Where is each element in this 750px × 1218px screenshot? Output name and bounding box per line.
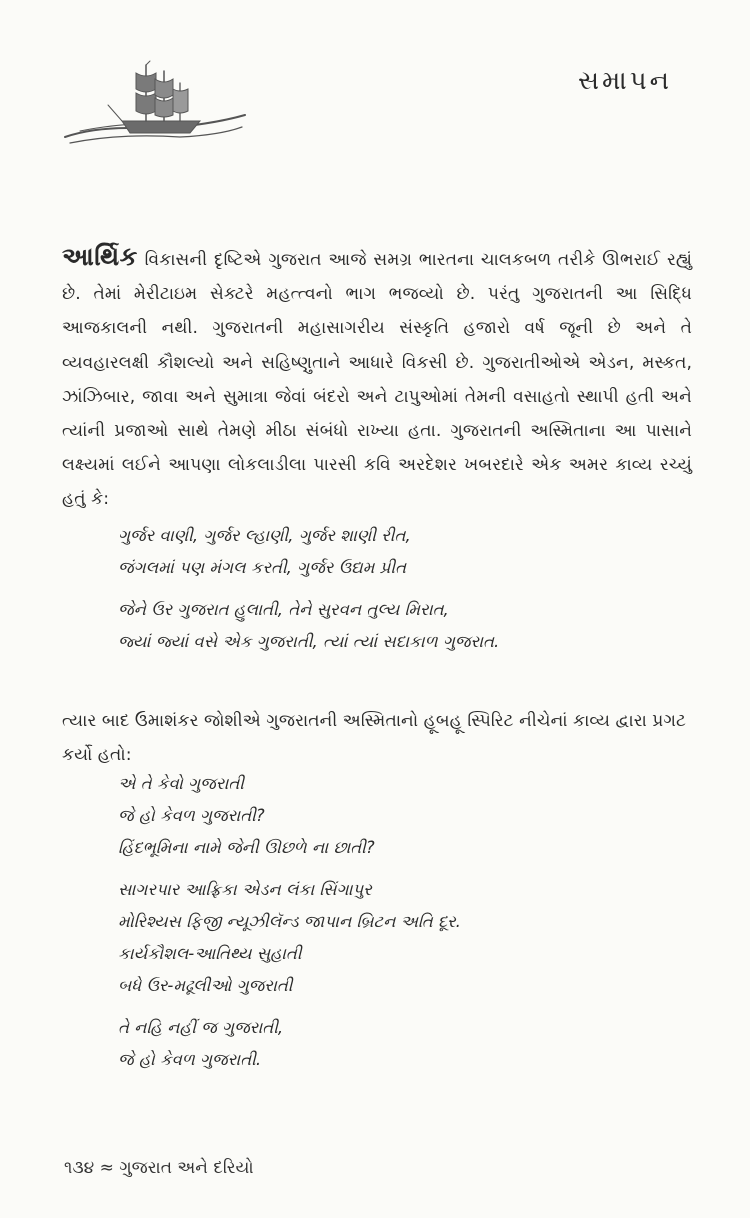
poem-khabardar bbox=[118, 520, 678, 668]
poem-stanza bbox=[118, 874, 678, 1002]
drop-word: આર્થિક bbox=[62, 242, 138, 271]
page-footer: ૧૩૪ ≈ ગુજરાત અને દરિયો bbox=[64, 1158, 254, 1178]
sailing-ship-icon bbox=[60, 55, 250, 150]
poem-line: સાગરપાર આફ્રિકા એડન લંકા સિંગાપુર bbox=[118, 880, 372, 899]
poem-stanza bbox=[118, 768, 678, 864]
poem-line: તે નહિ નહીં જ ગુજરાતી, bbox=[118, 1018, 284, 1037]
poem-line: મોરિશ્યસ ફિજી ન્યૂઝીલૅન્ડ જાપાન બ્રિટન અતિ દૂર. bbox=[118, 912, 461, 931]
poem-line: જે હો કેવળ ગુજરાતી. bbox=[118, 1050, 262, 1069]
section-title: સમાપન bbox=[577, 66, 672, 96]
paragraph-intro bbox=[62, 240, 692, 517]
poem-line: જંગલમાં પણ મંગલ કરતી, ગુર્જર ઉદ્યમ પ્રીત bbox=[118, 558, 407, 577]
paragraph-umashankar: ત્યાર બાદ ઉમાશંકર જોશીએ ગુજરાતની અસ્મિતાનો હૂબહૂ સ્પિરિટ નીચેનાં કાવ્ય દ્વારા પ્રગટ કર્યો હતો: bbox=[62, 711, 686, 765]
paragraph-text: વિકાસની દૃષ્ટિએ ગુજરાત આજે સમગ્ર ભારતના ચાલકબળ તરીકે ઊભરાઈ રહ્યું છે. તેમાં મેરીટાઇમ સેક્ટરે મહત્ત્વનો ભાગ ભજવ્યો છે. પરંતુ ગુજરાતની આ સિદ્ધિ આજકાલની નથી. ગુજરાતની મહાસાગરીય સંસ્કૃતિ હજારો વર્ષ જૂની છે અને તે વ્યવહારલક્ષી કૌશલ્યો અને સહિષ્ણુતાને આધારે વિકસી છે. ગુજરાતીઓએ એડન, મસ્કત, ઝાંઝિબાર, જાવા અને સુમાત્રા જેવાં બંદરો અને ટાપુઓમાં તેમની વસાહતો સ્થાપી હતી અને ત્યાંની પ્રજાઓ સાથે તેમણે મીઠા સંબંધો રાખ્યા હતા. ગુજરાતની અસ્મિતાના આ પાસાને લક્ષ્યમાં લઈને આપણા લોકલાડીલા પારસી કવિ અરદેશર ખબરદારે એક અમર કાવ્ય રચ્યું હતું કે: bbox=[62, 250, 692, 510]
poem-umashankar bbox=[118, 768, 678, 1086]
poem-stanza bbox=[118, 520, 678, 584]
poem-line: જેને ઉર ગુજરાત હુલાતી, તેને સુરવન તુલ્ય મિરાત, bbox=[118, 600, 449, 619]
poem-stanza bbox=[118, 1012, 678, 1076]
poem-line: જ્યાં જ્યાં વસે એક ગુજરાતી, ત્યાં ત્યાં સદાકાળ ગુજરાત. bbox=[118, 632, 500, 651]
poem-stanza bbox=[118, 594, 678, 658]
poem-line: જે હો કેવળ ગુજરાતી? bbox=[118, 806, 265, 825]
poem-line: એ તે કેવો ગુજરાતી bbox=[118, 774, 245, 793]
poem-line: કાર્યકૌશલ-આતિથ્ય સુહાતી bbox=[118, 944, 302, 963]
poem-line: ગુર્જર વાણી, ગુર્જર લ્હાણી, ગુર્જર શાણી રીત, bbox=[118, 526, 411, 545]
poem-line: હિંદભૂમિના નામે જેની ઊછળે ના છાતી? bbox=[118, 838, 375, 857]
poem-line: બધે ઉર-મઢૂલીઓ ગુજરાતી bbox=[118, 976, 293, 995]
